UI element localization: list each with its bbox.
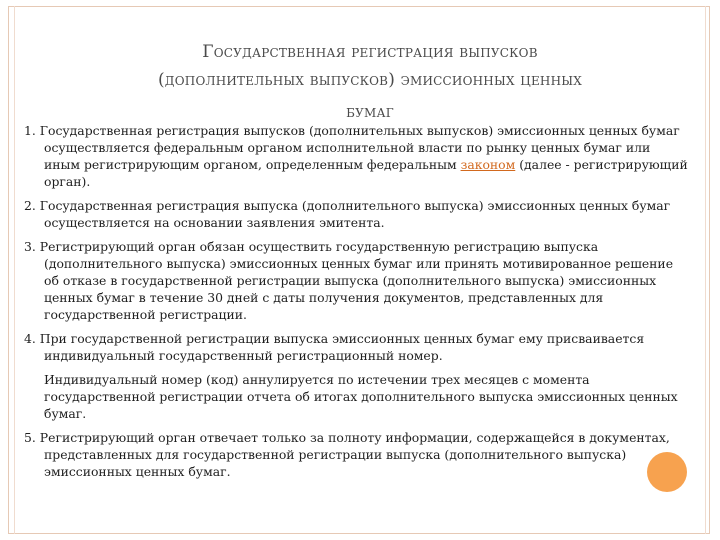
- law-link[interactable]: законом: [460, 157, 516, 172]
- title-line-2: (дополнительных выпусков) эмиссионных ценных: [157, 70, 583, 90]
- paragraph-text-tail: (далее - регистрирующий орган).: [44, 157, 688, 189]
- paragraph-number: 1.: [24, 123, 36, 138]
- paragraph-4-continuation: [24, 371, 690, 422]
- slide-title: [40, 38, 700, 126]
- paragraph-text: При государственной регистрации выпуска эмиссионных ценных бумаг ему присваивается индивидуальный государственный регистрационный номер.: [39, 331, 645, 363]
- paragraph-text: Регистрирующий орган отвечает только за полноту информации, содержащейся в документах, представленных для государственной регистрации выпуска (дополнительного выпуска) эмиссионных ценных бумаг.: [39, 430, 670, 479]
- paragraph-5: [24, 429, 690, 480]
- paragraph-4: [24, 330, 690, 364]
- frame-line-left: [14, 6, 15, 534]
- title-line-1: Государственная регистрация выпусков: [202, 42, 538, 62]
- paragraph-text: Регистрирующий орган обязан осуществить государственную регистрацию выпуска (дополнительного выпуска) эмиссионных ценных бумаг или принять мотивированное решение об отказе в государственной регистрации выпуска (дополнительного выпуска) эмиссионных ценных бумаг в течение 30 дней с даты получения документов, представленных для государственной регистрации.: [39, 239, 674, 322]
- paragraph-number: 5.: [24, 430, 36, 445]
- paragraph-text: Государственная регистрация выпусков (дополнительных выпусков) эмиссионных ценных бумаг осуществляется федеральным органом исполнительной власти по рынку ценных бумаг или иным регистрирующим органом, определенным федеральным: [39, 123, 680, 172]
- frame-line-right: [705, 6, 706, 534]
- paragraph-number: 3.: [24, 239, 36, 254]
- paragraph-number: 2.: [24, 198, 36, 213]
- paragraph-text: Государственная регистрация выпуска (дополнительного выпуска) эмиссионных ценных бумаг осуществляется на основании заявления эмитента.: [39, 198, 671, 230]
- accent-dot: [647, 452, 687, 492]
- paragraph-3: [24, 238, 690, 323]
- title-line-3: бумаг: [346, 102, 394, 122]
- paragraph-text: Индивидуальный номер (код) аннулируется по истечении трех месяцев с момента государственной регистрации отчета об итогах дополнительного выпуска эмиссионных ценных бумаг.: [44, 372, 678, 421]
- paragraph-number: 4.: [24, 331, 36, 346]
- paragraph-2: [24, 197, 690, 231]
- slide-body: [24, 122, 690, 487]
- paragraph-1: [24, 122, 690, 190]
